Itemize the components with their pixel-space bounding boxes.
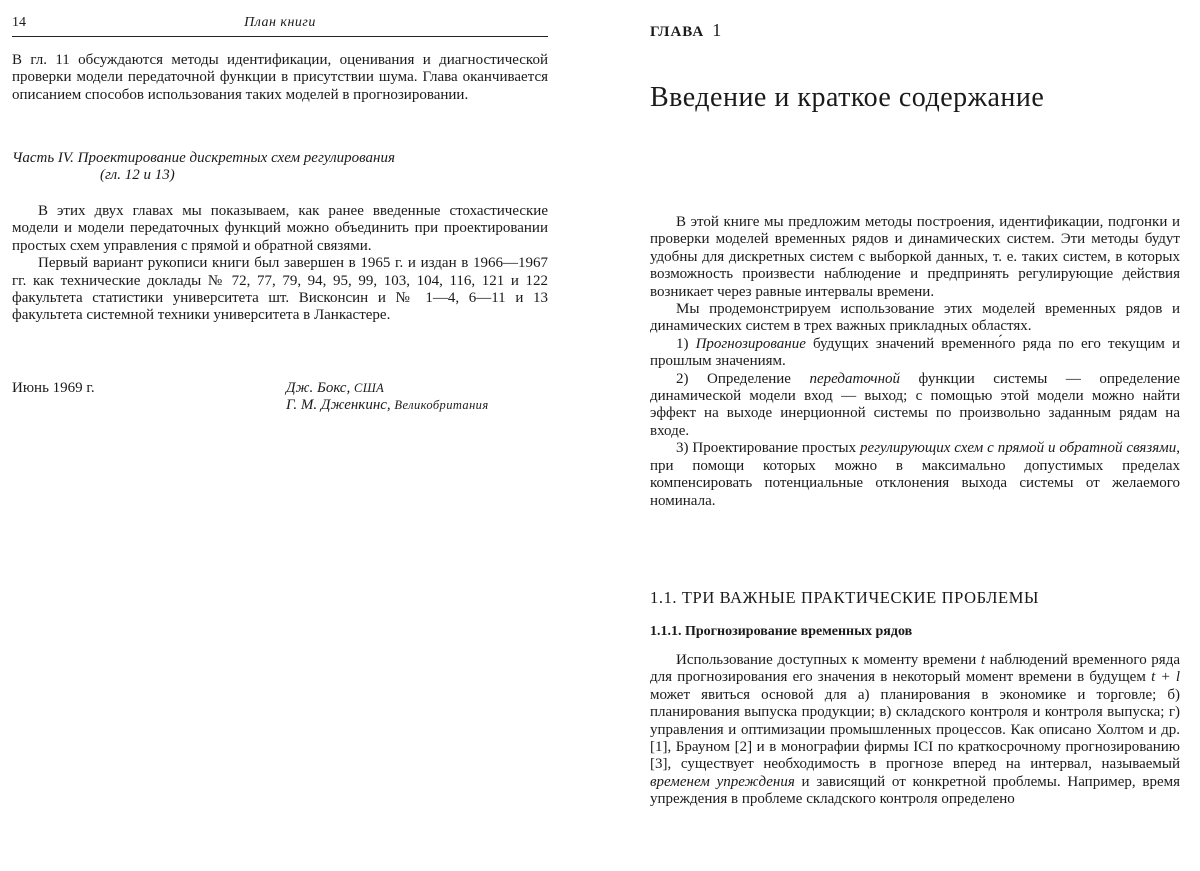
forecasting-paragraph: Использование доступных к моменту времени t наблюдений временного ряда для прогнозирования его значения в некоторый момент времени в будущем t + l может явиться основой для а) планирования в экономике и торговле; б) планирования выпуска продукции; в) складского контроля и контроля выпуска; г) управления и оптимизации промышленных процессов. Как описано Холтом и др. [1], Брауном [2] и в монографии фирмы ICI по краткосрочному прогнозированию [3], существует необходимость в прогнозе вперед на интервал, называемый временем упреждения и зависящий от конкретной проблемы. Например, время упреждения в проблеме складского контроля определено (650, 652, 1180, 809)
section-title: 1.1. ТРИ ВАЖНЫЕ ПРАКТИЧЕСКИЕ ПРОБЛЕМЫ (650, 588, 1039, 608)
demo-paragraph: Мы продемонстрируем использование этих моделей временных рядов и динамических систем в трех важных прикладных областях. (650, 301, 1180, 336)
paragraph-chapter-11: В гл. 11 обсуждаются методы идентификации, оценивания и диагностической проверки модели передаточной функции в присутствии шума. Глава оканчивается описанием способов использования таких моделей в прогнозировании. (12, 52, 548, 104)
paragraph-manuscript: Первый вариант рукописи книги был завершен в 1965 г. и издан в 1966—1967 гг. как технические доклады № 72, 77, 79, 94, 95, 99, 103, 104, 116, 121 и 122 факультета статистики университета шт. Висконсин и № 1—4, 6—11 и 13 факультета системной техники университета в Ланкастере. (12, 255, 548, 325)
author-1-country: США (354, 381, 384, 395)
list-item-1: 1) Прогнозирование будущих значений временно́го ряда по его текущим и прошлым значениям. (650, 336, 1180, 371)
list-item-2: 2) Определение передаточной функции системы — определение динамической модели вход — выход; с помощью этой модели можно найти эффект на выходе инерционной системы по произвольно заданным рядам на входе. (650, 371, 1180, 441)
page-number: 14 (12, 15, 26, 31)
right-page (620, 0, 1200, 871)
chapter-label: ГЛАВА 1 (650, 20, 722, 41)
list-item-3: 3) Проектирование простых регулирующих схем с прямой и обратной связями, при помощи которых можно в максимально допустимых пределах компенсировать потенциальные отклонения выхода системы от желаемого номинала. (650, 440, 1180, 510)
part-heading (12, 150, 548, 185)
preface-date: Июнь 1969 г. (12, 380, 95, 397)
author-1: Дж. Бокс, США (286, 380, 489, 397)
part-heading-line1: Часть IV. Проектирование дискретных схем регулирования (12, 150, 548, 167)
paragraph-part-iv: В этих двух главах мы показываем, как ранее введенные стохастические модели и модели передаточных функций можно объединить при проектировании простых схем управления с прямой и обратной связями. Первый вариант рукописи книги был завершен в 1965 г. и издан в 1966—1967 гг. как технические доклады № 72, 77, 79, 94, 95, 99, 103, 104, 116, 121 и 122 факультета статистики университета шт. Висконсин и № 1—4, 6—11 и 13 факультета системной техники университета в Ланкастере. (12, 203, 548, 325)
intro-paragraph: В этой книге мы предложим методы построения, идентификации, подгонки и проверки моделей временных рядов и динамических систем. Эти методы будут удобны для дискретных систем с выборкой данных, т. е. таких систем, в которых возможность произвести наблюдение и предпринять регулирующие действия возникает через равные интервалы времени. (650, 214, 1180, 301)
author-2: Г. М. Дженкинс, Великобритания (286, 397, 489, 414)
forecasting-body (650, 652, 1180, 809)
author-2-country: Великобритания (394, 398, 488, 412)
subsection-title: 1.1.1. Прогнозирование временных рядов (650, 624, 912, 640)
chapter-intro (650, 214, 1180, 510)
authors (286, 380, 489, 415)
chapter-title: Введение и краткое содержание (650, 82, 1044, 114)
chapter-number: 1 (712, 20, 722, 40)
left-page (0, 0, 560, 871)
running-header (12, 14, 548, 37)
part-heading-line2: (гл. 12 и 13) (12, 167, 548, 184)
running-head-title: План книги (12, 15, 548, 31)
